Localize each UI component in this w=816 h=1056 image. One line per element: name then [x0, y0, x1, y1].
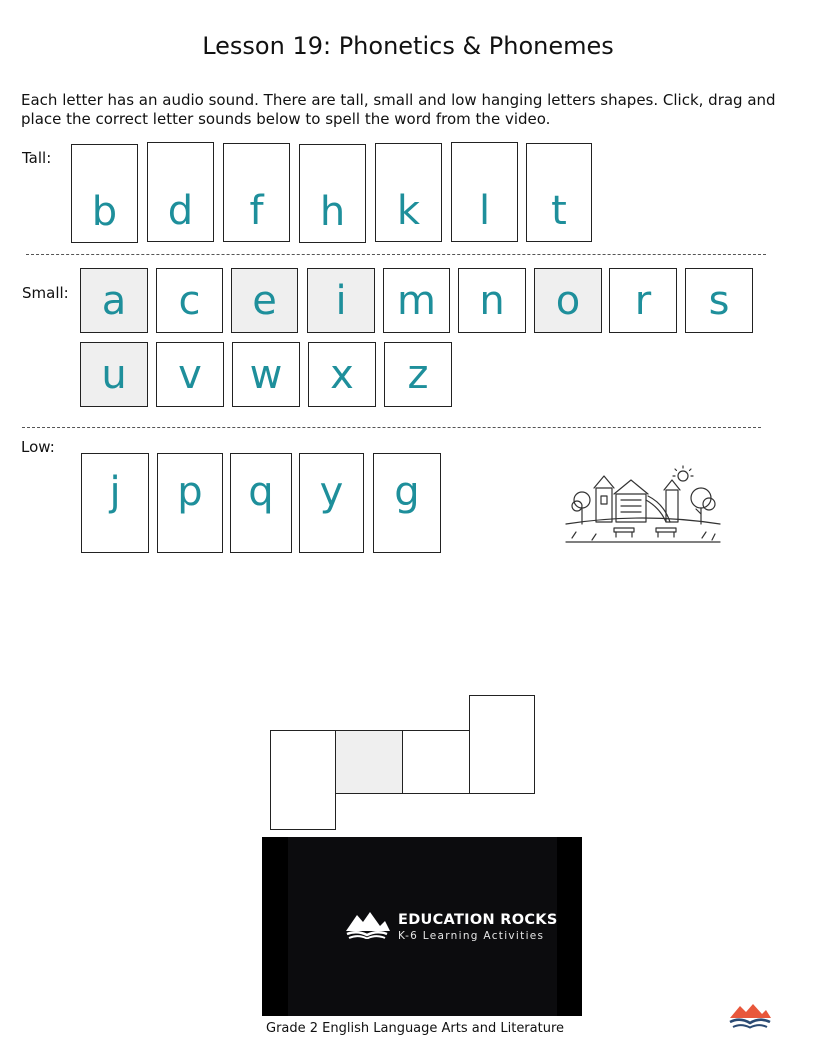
- letter-tile-d[interactable]: d: [147, 142, 214, 242]
- divider-tall-small: [26, 254, 766, 255]
- answer-slot-4[interactable]: [469, 695, 535, 794]
- mountain-book-logo-icon: [344, 909, 390, 939]
- letter-tile-y[interactable]: y: [299, 453, 364, 553]
- instructions: Each letter has an audio sound. There are tall, small and low hanging letters shapes. Click, drag and place the correct letter sounds below to spell the word from the video.: [21, 91, 776, 128]
- letter-tile-c[interactable]: c: [156, 268, 223, 333]
- mountain-wave-logo-icon: [728, 1002, 772, 1030]
- letter-tile-q[interactable]: q: [230, 453, 292, 553]
- letter-tile-r[interactable]: r: [609, 268, 677, 333]
- brand-tagline: K-6 Learning Activities: [398, 930, 545, 942]
- footer-text: Grade 2 English Language Arts and Literature: [266, 1021, 565, 1036]
- letter-tile-t[interactable]: t: [526, 143, 592, 242]
- letter-tile-u[interactable]: u: [80, 342, 148, 407]
- divider-small-low: [22, 427, 761, 428]
- page-title: Lesson 19: Phonetics & Phonemes: [202, 32, 614, 60]
- letter-tile-s[interactable]: s: [685, 268, 753, 333]
- low-label: Low:: [21, 438, 55, 456]
- letter-tile-f[interactable]: f: [223, 143, 290, 242]
- letter-tile-j[interactable]: j: [81, 453, 149, 553]
- letter-tile-l[interactable]: l: [451, 142, 518, 242]
- letter-tile-h[interactable]: h: [299, 144, 366, 243]
- letter-tile-p[interactable]: p: [157, 453, 223, 553]
- letter-tile-o[interactable]: o: [534, 268, 602, 333]
- letter-tile-z[interactable]: z: [384, 342, 452, 407]
- letter-tile-v[interactable]: v: [156, 342, 224, 407]
- letter-tile-n[interactable]: n: [458, 268, 526, 333]
- letter-tile-g[interactable]: g: [373, 453, 441, 553]
- answer-slot-3[interactable]: [402, 730, 470, 794]
- letter-tile-e[interactable]: e: [231, 268, 298, 333]
- video-frame: [288, 837, 557, 1016]
- answer-slot-2[interactable]: [335, 730, 403, 794]
- letter-tile-i[interactable]: i: [307, 268, 375, 333]
- brand-name: EDUCATION ROCKS: [398, 912, 558, 928]
- letter-tile-b[interactable]: b: [71, 144, 138, 243]
- letter-tile-m[interactable]: m: [383, 268, 450, 333]
- letter-tile-a[interactable]: a: [80, 268, 148, 333]
- letter-tile-w[interactable]: w: [232, 342, 300, 407]
- small-label: Small:: [22, 284, 69, 302]
- answer-slot-1[interactable]: [270, 730, 336, 830]
- letter-tile-x[interactable]: x: [308, 342, 376, 407]
- playground-park-sketch-icon: [562, 464, 724, 548]
- letter-tile-k[interactable]: k: [375, 143, 442, 242]
- tall-label: Tall:: [22, 149, 52, 167]
- video-player[interactable]: [262, 837, 582, 1016]
